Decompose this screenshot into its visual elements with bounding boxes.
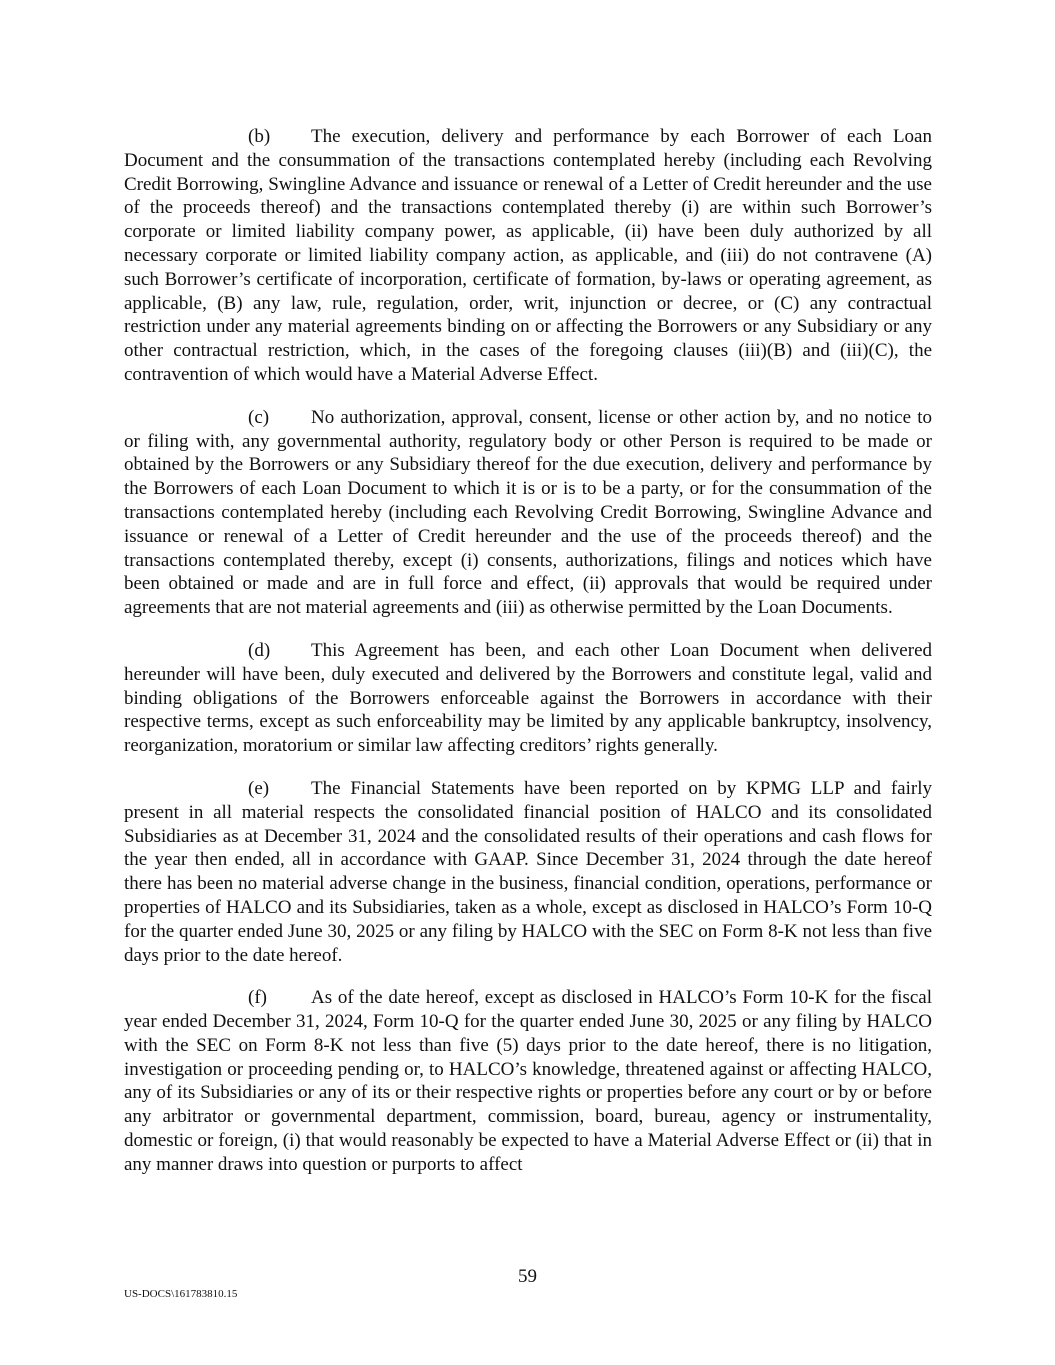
paragraph-d <box>124 639 932 758</box>
paragraph-c <box>124 406 932 620</box>
paragraph-label: (c) <box>248 406 270 428</box>
paragraph-text: As of the date hereof, except as disclosed in HALCO’s Form 10-K for the fiscal year ended December 31, 2024, Form 10-Q for the quarter ended June 30, 2025 or any filing by HALCO with the SEC on Form 8-K not less than five (5) days prior to the date hereof, there is no litigation, investigation or proceeding pending or, to HALCO’s knowledge, threatened against or affecting HALCO, any of its Subsidiaries or any of its or their respective rights or properties before any court or by or before any arbitrator or governmental department, commission, board, bureau, agency or instrumentality, domestic or foreign, (i) that would reasonably be expected to have a Material Adverse Effect or (ii) that in any manner draws into question or purports to affect <box>124 987 932 1175</box>
paragraph-text: No authorization, approval, consent, license or other action by, and no notice to or filing with, any governmental authority, regulatory body or other Person is required to be made or obtained by the Borrowers or any Subsidiary thereof for the due execution, delivery and performance by the Borrowers of each Loan Document to which it is or is to be a party, or for the consummation of the transactions contemplated hereby (including each Revolving Credit Borrowing, Swingline Advance and issuance or renewal of a Letter of Credit hereunder and the use of the proceeds thereof) and the transactions contemplated thereby, except (i) consents, authorizations, filings and notices which have been obtained or made and are in full force and effect, (ii) approvals that would be required under agreements that are not material agreements and (iii) as otherwise permitted by the Loan Documents. <box>124 406 932 619</box>
paragraph-text: This Agreement has been, and each other Loan Document when delivered hereunder will have been, duly executed and delivered by the Borrowers and constitute legal, valid and binding obligations of the Borrowers enforceable against the Borrowers in accordance with their respective terms, except as such enforceability may be limited by any applicable bankruptcy, insolvency, reorganization, moratorium or similar law affecting creditors’ rights generally. <box>124 639 932 757</box>
paragraph-label: (f) <box>248 987 267 1009</box>
page-number: 59 <box>518 1266 537 1287</box>
paragraph-b <box>124 125 932 387</box>
paragraph-e <box>124 777 932 967</box>
document-body <box>124 125 932 1196</box>
document-id: US-DOCS\161783810.15 <box>124 1288 238 1300</box>
paragraph-label: (d) <box>248 639 271 661</box>
paragraph-f <box>124 986 932 1176</box>
paragraph-label: (e) <box>248 777 270 799</box>
paragraph-text: The Financial Statements have been reported on by KPMG LLP and fairly present in all material respects the consolidated financial position of HALCO and its consolidated Subsidiaries as at December 31, 2024 and the consolidated results of their operations and cash flows for the year then ended, all in accordance with GAAP. Since December 31, 2024 through the date hereof there has been no material adverse change in the business, financial condition, operations, performance or properties of HALCO and its Subsidiaries, taken as a whole, except as disclosed in HALCO’s Form 10-Q for the quarter ended June 30, 2025 or any filing by HALCO with the SEC on Form 8-K not less than five days prior to the date hereof. <box>124 777 932 966</box>
paragraph-text: The execution, delivery and performance by each Borrower of each Loan Document and the consummation of the transactions contemplated hereby (including each Revolving Credit Borrowing, Swingline Advance and issuance or renewal of a Letter of Credit hereunder and the use of the proceeds thereof) and the transactions contemplated thereby (i) are within such Borrower’s corporate or limited liability company power, as applicable, (ii) have been duly authorized by all necessary corporate or limited liability company action, as applicable, and (iii) do not contravene (A) such Borrower’s certificate of incorporation, certificate of formation, by-laws or operating agreement, as applicable, (B) any law, rule, regulation, order, writ, injunction or decree, or (C) any contractual restriction under any material agreements binding on or affecting the Borrowers or any Subsidiary or any other contractual restriction, which, in the cases of the foregoing clauses (iii)(B) and (iii)(C), the contravention of which would have a Material Adverse Effect. <box>124 126 932 385</box>
paragraph-label: (b) <box>248 126 271 147</box>
